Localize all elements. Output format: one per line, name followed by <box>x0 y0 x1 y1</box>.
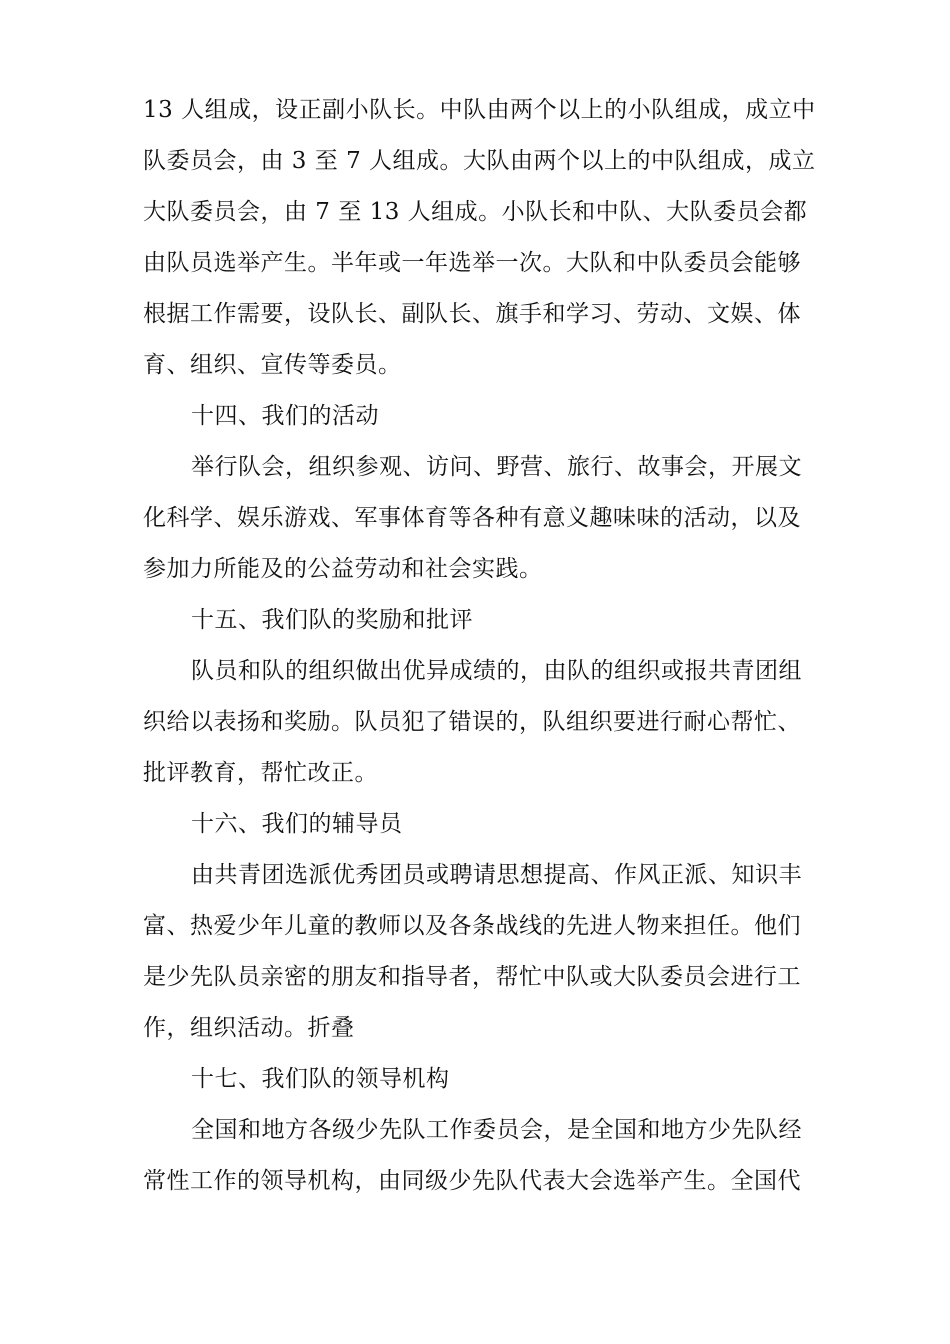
text-line: 举行队会，组织参观、访问、野营、旅行、故事会，开展文 <box>191 454 802 480</box>
section-heading: 十五、我们队的奖励和批评 <box>191 607 473 633</box>
section-heading: 十六、我们的辅导员 <box>191 811 403 837</box>
text-line: 根据工作需要，设队长、副队长、旗手和学习、劳动、文娱、体 <box>143 301 801 327</box>
text-line: 作，组织活动。折叠 <box>143 1015 355 1041</box>
text-line: 由共青团选派优秀团员或聘请思想提高、作风正派、知识丰 <box>191 862 802 888</box>
section-heading: 十七、我们队的领导机构 <box>191 1066 450 1092</box>
text-line: 参加力所能及的公益劳动和社会实践。 <box>143 556 543 582</box>
text-line: 队员和队的组织做出优异成绩的，由队的组织或报共青团组 <box>191 658 802 684</box>
text-line: 大队委员会，由 7 至 13 人组成。小队长和中队、大队委员会都 <box>143 199 808 225</box>
section-heading: 十四、我们的活动 <box>191 403 379 429</box>
text-line: 13 人组成，设正副小队长。中队由两个以上的小队组成，成立中 <box>143 97 816 123</box>
text-line: 育、组织、宣传等委员。 <box>143 352 402 378</box>
text-line: 批评教育，帮忙改正。 <box>143 760 378 786</box>
text-line: 全国和地方各级少先队工作委员会，是全国和地方少先队经 <box>191 1117 802 1143</box>
text-line: 是少先队员亲密的朋友和指导者，帮忙中队或大队委员会进行工 <box>143 964 801 990</box>
text-line: 由队员选举产生。半年或一年选举一次。大队和中队委员会能够 <box>143 250 801 276</box>
document-body <box>143 85 815 1207</box>
text-line: 队委员会，由 3 至 7 人组成。大队由两个以上的中队组成，成立 <box>143 148 816 174</box>
text-line: 富、热爱少年儿童的教师以及各条战线的先进人物来担任。他们 <box>143 913 801 939</box>
text-line: 化科学、娱乐游戏、军事体育等各种有意义趣味味的活动，以及 <box>143 505 801 531</box>
text-line: 织给以表扬和奖励。队员犯了错误的，队组织要进行耐心帮忙、 <box>143 709 801 735</box>
text-line: 常性工作的领导机构，由同级少先队代表大会选举产生。全国代 <box>143 1168 801 1194</box>
